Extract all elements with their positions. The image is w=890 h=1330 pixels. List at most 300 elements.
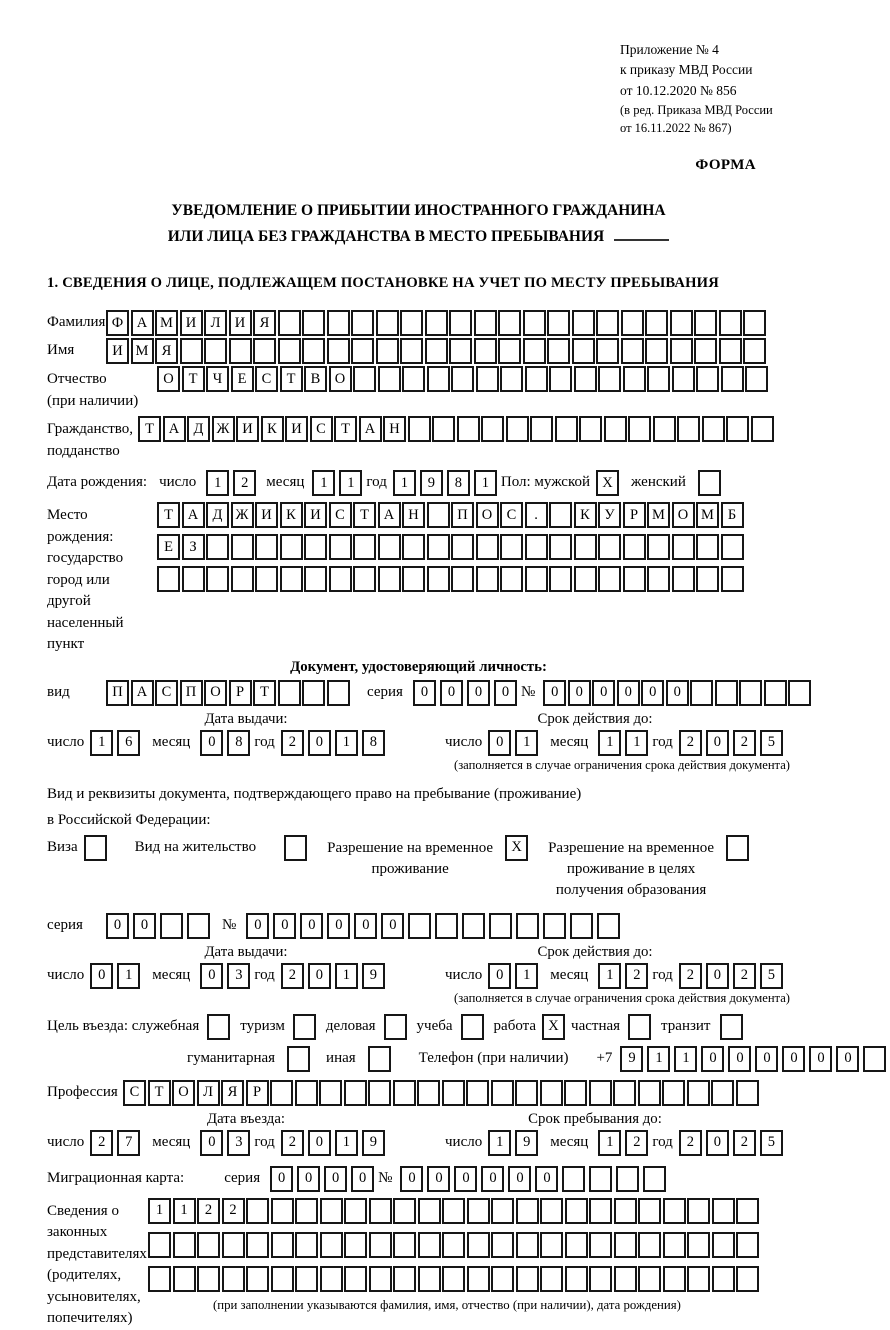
- char-box[interactable]: [418, 1232, 441, 1258]
- char-box[interactable]: [598, 566, 621, 592]
- char-box[interactable]: [344, 1080, 367, 1106]
- purpose-other-checkbox[interactable]: [368, 1046, 391, 1072]
- char-box[interactable]: 0: [809, 1046, 832, 1072]
- char-box[interactable]: [402, 566, 425, 592]
- char-box[interactable]: [638, 1266, 661, 1292]
- char-box[interactable]: [271, 1266, 294, 1292]
- char-box[interactable]: [530, 416, 553, 442]
- char-box[interactable]: [400, 338, 423, 364]
- char-box[interactable]: 0: [488, 730, 511, 756]
- char-box[interactable]: [543, 913, 566, 939]
- char-box[interactable]: 0: [641, 680, 664, 706]
- char-box[interactable]: [719, 338, 742, 364]
- char-box[interactable]: 2: [625, 963, 648, 989]
- char-box[interactable]: [467, 1232, 490, 1258]
- char-box[interactable]: [562, 1166, 585, 1192]
- char-box[interactable]: [425, 338, 448, 364]
- char-box[interactable]: 0: [351, 1166, 374, 1192]
- char-box[interactable]: [481, 416, 504, 442]
- char-box[interactable]: [197, 1266, 220, 1292]
- char-box[interactable]: [427, 534, 450, 560]
- purpose-tourism-checkbox[interactable]: [293, 1014, 316, 1040]
- char-box[interactable]: [574, 534, 597, 560]
- char-box[interactable]: [515, 1080, 538, 1106]
- char-box[interactable]: С: [155, 680, 178, 706]
- char-box[interactable]: [466, 1080, 489, 1106]
- char-box[interactable]: 9: [620, 1046, 643, 1072]
- char-box[interactable]: [662, 1080, 685, 1106]
- char-box[interactable]: [547, 338, 570, 364]
- char-box[interactable]: [525, 566, 548, 592]
- char-box[interactable]: [506, 416, 529, 442]
- char-box[interactable]: [687, 1080, 710, 1106]
- char-box[interactable]: 5: [760, 730, 783, 756]
- char-box[interactable]: [719, 310, 742, 336]
- char-box[interactable]: Р: [229, 680, 252, 706]
- char-box[interactable]: 0: [568, 680, 591, 706]
- char-box[interactable]: [547, 310, 570, 336]
- char-box[interactable]: 0: [308, 963, 331, 989]
- char-box[interactable]: [574, 366, 597, 392]
- char-box[interactable]: 1: [148, 1198, 171, 1224]
- char-box[interactable]: [736, 1198, 759, 1224]
- char-box[interactable]: [451, 566, 474, 592]
- char-box[interactable]: М: [155, 310, 178, 336]
- char-box[interactable]: [653, 416, 676, 442]
- char-box[interactable]: [222, 1266, 245, 1292]
- char-box[interactable]: [304, 534, 327, 560]
- char-box[interactable]: [516, 1266, 539, 1292]
- char-box[interactable]: А: [359, 416, 382, 442]
- char-box[interactable]: [229, 338, 252, 364]
- char-box[interactable]: [271, 1198, 294, 1224]
- char-box[interactable]: [369, 1232, 392, 1258]
- char-box[interactable]: Ж: [231, 502, 254, 528]
- char-box[interactable]: 1: [335, 730, 358, 756]
- char-box[interactable]: [721, 534, 744, 560]
- char-box[interactable]: 2: [281, 1130, 304, 1156]
- char-box[interactable]: 1: [674, 1046, 697, 1072]
- char-box[interactable]: [427, 366, 450, 392]
- char-box[interactable]: .: [525, 502, 548, 528]
- char-box[interactable]: [549, 366, 572, 392]
- char-box[interactable]: 1: [598, 730, 621, 756]
- char-box[interactable]: [246, 1232, 269, 1258]
- sex-male-checkbox[interactable]: X: [596, 470, 619, 496]
- char-box[interactable]: 1: [515, 730, 538, 756]
- char-box[interactable]: 0: [467, 680, 490, 706]
- char-box[interactable]: [369, 1198, 392, 1224]
- char-box[interactable]: [427, 502, 450, 528]
- char-box[interactable]: 0: [592, 680, 615, 706]
- char-box[interactable]: 0: [488, 963, 511, 989]
- char-box[interactable]: [751, 416, 774, 442]
- char-box[interactable]: С: [255, 366, 278, 392]
- char-box[interactable]: 1: [117, 963, 140, 989]
- purpose-private-checkbox[interactable]: [628, 1014, 651, 1040]
- char-box[interactable]: Ф: [106, 310, 129, 336]
- char-box[interactable]: 1: [393, 470, 416, 496]
- char-box[interactable]: [647, 366, 670, 392]
- char-box[interactable]: 5: [760, 963, 783, 989]
- char-box[interactable]: Т: [353, 502, 376, 528]
- char-box[interactable]: [304, 566, 327, 592]
- char-box[interactable]: Н: [383, 416, 406, 442]
- char-box[interactable]: 2: [281, 963, 304, 989]
- char-box[interactable]: [425, 310, 448, 336]
- char-box[interactable]: 1: [515, 963, 538, 989]
- char-box[interactable]: [280, 566, 303, 592]
- char-box[interactable]: [540, 1266, 563, 1292]
- char-box[interactable]: И: [236, 416, 259, 442]
- char-box[interactable]: [540, 1232, 563, 1258]
- purpose-work-checkbox[interactable]: X: [542, 1014, 565, 1040]
- char-box[interactable]: 2: [233, 470, 256, 496]
- char-box[interactable]: [596, 310, 619, 336]
- char-box[interactable]: [523, 338, 546, 364]
- char-box[interactable]: [604, 416, 627, 442]
- char-box[interactable]: [474, 310, 497, 336]
- char-box[interactable]: 6: [117, 730, 140, 756]
- char-box[interactable]: 0: [200, 730, 223, 756]
- char-box[interactable]: Е: [157, 534, 180, 560]
- char-box[interactable]: К: [574, 502, 597, 528]
- char-box[interactable]: [353, 534, 376, 560]
- char-box[interactable]: Т: [148, 1080, 171, 1106]
- char-box[interactable]: [764, 680, 787, 706]
- char-box[interactable]: [351, 310, 374, 336]
- char-box[interactable]: [672, 566, 695, 592]
- char-box[interactable]: [320, 1198, 343, 1224]
- char-box[interactable]: [378, 566, 401, 592]
- char-box[interactable]: 0: [481, 1166, 504, 1192]
- char-box[interactable]: 0: [300, 913, 323, 939]
- char-box[interactable]: [376, 310, 399, 336]
- char-box[interactable]: [564, 1080, 587, 1106]
- char-box[interactable]: 0: [200, 963, 223, 989]
- char-box[interactable]: 2: [679, 963, 702, 989]
- char-box[interactable]: [721, 366, 744, 392]
- char-box[interactable]: [418, 1198, 441, 1224]
- char-box[interactable]: М: [131, 338, 154, 364]
- char-box[interactable]: [721, 566, 744, 592]
- char-box[interactable]: 0: [836, 1046, 859, 1072]
- char-box[interactable]: Я: [155, 338, 178, 364]
- char-box[interactable]: В: [304, 366, 327, 392]
- char-box[interactable]: [393, 1080, 416, 1106]
- char-box[interactable]: [645, 338, 668, 364]
- char-box[interactable]: [540, 1198, 563, 1224]
- char-box[interactable]: [378, 366, 401, 392]
- char-box[interactable]: 0: [440, 680, 463, 706]
- char-box[interactable]: О: [476, 502, 499, 528]
- char-box[interactable]: [408, 416, 431, 442]
- char-box[interactable]: А: [182, 502, 205, 528]
- char-box[interactable]: [743, 310, 766, 336]
- char-box[interactable]: [302, 680, 325, 706]
- char-box[interactable]: 1: [598, 963, 621, 989]
- char-box[interactable]: 0: [324, 1166, 347, 1192]
- char-box[interactable]: [516, 1232, 539, 1258]
- char-box[interactable]: [745, 366, 768, 392]
- char-box[interactable]: 1: [474, 470, 497, 496]
- char-box[interactable]: П: [106, 680, 129, 706]
- char-box[interactable]: [672, 534, 695, 560]
- char-box[interactable]: 5: [760, 1130, 783, 1156]
- char-box[interactable]: 0: [270, 1166, 293, 1192]
- char-box[interactable]: [148, 1232, 171, 1258]
- char-box[interactable]: 0: [106, 913, 129, 939]
- char-box[interactable]: [442, 1198, 465, 1224]
- char-box[interactable]: [353, 366, 376, 392]
- char-box[interactable]: 1: [335, 963, 358, 989]
- char-box[interactable]: [467, 1198, 490, 1224]
- char-box[interactable]: И: [285, 416, 308, 442]
- char-box[interactable]: [302, 338, 325, 364]
- char-box[interactable]: [726, 416, 749, 442]
- char-box[interactable]: [565, 1198, 588, 1224]
- char-box[interactable]: [712, 1232, 735, 1258]
- char-box[interactable]: [589, 1232, 612, 1258]
- char-box[interactable]: 9: [362, 963, 385, 989]
- char-box[interactable]: [451, 534, 474, 560]
- char-box[interactable]: С: [123, 1080, 146, 1106]
- char-box[interactable]: [623, 366, 646, 392]
- char-box[interactable]: А: [131, 310, 154, 336]
- char-box[interactable]: [187, 913, 210, 939]
- char-box[interactable]: А: [378, 502, 401, 528]
- char-box[interactable]: [736, 1232, 759, 1258]
- temp-residence-checkbox[interactable]: X: [505, 835, 528, 861]
- char-box[interactable]: 1: [625, 730, 648, 756]
- char-box[interactable]: 1: [647, 1046, 670, 1072]
- char-box[interactable]: 1: [206, 470, 229, 496]
- char-box[interactable]: [565, 1266, 588, 1292]
- char-box[interactable]: [489, 913, 512, 939]
- char-box[interactable]: 7: [117, 1130, 140, 1156]
- char-box[interactable]: 2: [222, 1198, 245, 1224]
- char-box[interactable]: Я: [253, 310, 276, 336]
- char-box[interactable]: [476, 366, 499, 392]
- char-box[interactable]: [457, 416, 480, 442]
- char-box[interactable]: [327, 680, 350, 706]
- purpose-transit-checkbox[interactable]: [720, 1014, 743, 1040]
- char-box[interactable]: П: [451, 502, 474, 528]
- char-box[interactable]: 0: [413, 680, 436, 706]
- char-box[interactable]: [351, 338, 374, 364]
- char-box[interactable]: И: [229, 310, 252, 336]
- char-box[interactable]: [491, 1266, 514, 1292]
- char-box[interactable]: [549, 502, 572, 528]
- char-box[interactable]: [500, 366, 523, 392]
- char-box[interactable]: 0: [755, 1046, 778, 1072]
- char-box[interactable]: [670, 338, 693, 364]
- char-box[interactable]: [462, 913, 485, 939]
- char-box[interactable]: [863, 1046, 886, 1072]
- char-box[interactable]: [295, 1232, 318, 1258]
- char-box[interactable]: [206, 566, 229, 592]
- char-box[interactable]: [647, 534, 670, 560]
- char-box[interactable]: 8: [362, 730, 385, 756]
- char-box[interactable]: О: [329, 366, 352, 392]
- char-box[interactable]: [694, 338, 717, 364]
- visa-checkbox[interactable]: [84, 835, 107, 861]
- char-box[interactable]: [670, 310, 693, 336]
- char-box[interactable]: 0: [246, 913, 269, 939]
- char-box[interactable]: [160, 913, 183, 939]
- char-box[interactable]: [598, 534, 621, 560]
- char-box[interactable]: [329, 534, 352, 560]
- char-box[interactable]: [570, 913, 593, 939]
- char-box[interactable]: С: [310, 416, 333, 442]
- char-box[interactable]: [418, 1266, 441, 1292]
- char-box[interactable]: [320, 1266, 343, 1292]
- char-box[interactable]: [643, 1166, 666, 1192]
- char-box[interactable]: [628, 416, 651, 442]
- char-box[interactable]: [715, 680, 738, 706]
- char-box[interactable]: [712, 1266, 735, 1292]
- char-box[interactable]: [525, 534, 548, 560]
- char-box[interactable]: Б: [721, 502, 744, 528]
- char-box[interactable]: [623, 566, 646, 592]
- char-box[interactable]: [690, 680, 713, 706]
- char-box[interactable]: [246, 1266, 269, 1292]
- char-box[interactable]: 9: [420, 470, 443, 496]
- char-box[interactable]: [638, 1232, 661, 1258]
- char-box[interactable]: [589, 1166, 612, 1192]
- char-box[interactable]: 3: [227, 1130, 250, 1156]
- char-box[interactable]: [402, 366, 425, 392]
- char-box[interactable]: Т: [253, 680, 276, 706]
- char-box[interactable]: [613, 1080, 636, 1106]
- char-box[interactable]: [280, 534, 303, 560]
- char-box[interactable]: А: [163, 416, 186, 442]
- char-box[interactable]: [474, 338, 497, 364]
- char-box[interactable]: [694, 310, 717, 336]
- char-box[interactable]: [500, 534, 523, 560]
- char-box[interactable]: [614, 1266, 637, 1292]
- char-box[interactable]: [687, 1198, 710, 1224]
- char-box[interactable]: [204, 338, 227, 364]
- char-box[interactable]: [270, 1080, 293, 1106]
- char-box[interactable]: [614, 1232, 637, 1258]
- char-box[interactable]: [491, 1080, 514, 1106]
- char-box[interactable]: [157, 566, 180, 592]
- char-box[interactable]: 2: [197, 1198, 220, 1224]
- char-box[interactable]: Р: [623, 502, 646, 528]
- char-box[interactable]: [180, 338, 203, 364]
- char-box[interactable]: Т: [182, 366, 205, 392]
- char-box[interactable]: [295, 1266, 318, 1292]
- char-box[interactable]: [672, 366, 695, 392]
- char-box[interactable]: У: [598, 502, 621, 528]
- char-box[interactable]: [400, 310, 423, 336]
- char-box[interactable]: О: [157, 366, 180, 392]
- char-box[interactable]: [427, 566, 450, 592]
- char-box[interactable]: Ж: [212, 416, 235, 442]
- char-box[interactable]: [614, 1198, 637, 1224]
- char-box[interactable]: [449, 310, 472, 336]
- char-box[interactable]: М: [647, 502, 670, 528]
- char-box[interactable]: 9: [362, 1130, 385, 1156]
- char-box[interactable]: [432, 416, 455, 442]
- char-box[interactable]: М: [696, 502, 719, 528]
- sex-female-checkbox[interactable]: [698, 470, 721, 496]
- char-box[interactable]: 0: [508, 1166, 531, 1192]
- char-box[interactable]: 0: [427, 1166, 450, 1192]
- purpose-study-checkbox[interactable]: [461, 1014, 484, 1040]
- char-box[interactable]: С: [329, 502, 352, 528]
- char-box[interactable]: [549, 566, 572, 592]
- char-box[interactable]: О: [672, 502, 695, 528]
- residence-permit-checkbox[interactable]: [284, 835, 307, 861]
- char-box[interactable]: 1: [90, 730, 113, 756]
- char-box[interactable]: [206, 534, 229, 560]
- char-box[interactable]: [702, 416, 725, 442]
- char-box[interactable]: [197, 1232, 220, 1258]
- char-box[interactable]: [687, 1232, 710, 1258]
- char-box[interactable]: [516, 913, 539, 939]
- char-box[interactable]: [677, 416, 700, 442]
- char-box[interactable]: 0: [308, 1130, 331, 1156]
- char-box[interactable]: [712, 1198, 735, 1224]
- char-box[interactable]: [376, 338, 399, 364]
- char-box[interactable]: [327, 310, 350, 336]
- char-box[interactable]: [696, 566, 719, 592]
- char-box[interactable]: 0: [543, 680, 566, 706]
- char-box[interactable]: 2: [281, 730, 304, 756]
- char-box[interactable]: 1: [312, 470, 335, 496]
- char-box[interactable]: [476, 534, 499, 560]
- char-box[interactable]: [572, 338, 595, 364]
- char-box[interactable]: Л: [204, 310, 227, 336]
- char-box[interactable]: [623, 534, 646, 560]
- char-box[interactable]: Л: [197, 1080, 220, 1106]
- char-box[interactable]: [435, 913, 458, 939]
- char-box[interactable]: [402, 534, 425, 560]
- char-box[interactable]: 1: [173, 1198, 196, 1224]
- char-box[interactable]: 0: [133, 913, 156, 939]
- char-box[interactable]: [596, 338, 619, 364]
- char-box[interactable]: [565, 1232, 588, 1258]
- char-box[interactable]: [173, 1232, 196, 1258]
- char-box[interactable]: [621, 338, 644, 364]
- char-box[interactable]: [369, 1266, 392, 1292]
- char-box[interactable]: Т: [157, 502, 180, 528]
- char-box[interactable]: 0: [706, 963, 729, 989]
- char-box[interactable]: [598, 366, 621, 392]
- char-box[interactable]: [253, 338, 276, 364]
- char-box[interactable]: [525, 366, 548, 392]
- char-box[interactable]: А: [131, 680, 154, 706]
- char-box[interactable]: 8: [227, 730, 250, 756]
- char-box[interactable]: 0: [400, 1166, 423, 1192]
- char-box[interactable]: 0: [354, 913, 377, 939]
- char-box[interactable]: 2: [733, 1130, 756, 1156]
- char-box[interactable]: И: [180, 310, 203, 336]
- char-box[interactable]: 0: [297, 1166, 320, 1192]
- char-box[interactable]: Д: [206, 502, 229, 528]
- char-box[interactable]: Т: [280, 366, 303, 392]
- char-box[interactable]: О: [204, 680, 227, 706]
- char-box[interactable]: И: [304, 502, 327, 528]
- char-box[interactable]: 2: [733, 730, 756, 756]
- char-box[interactable]: [540, 1080, 563, 1106]
- char-box[interactable]: [320, 1232, 343, 1258]
- purpose-business-checkbox[interactable]: [384, 1014, 407, 1040]
- char-box[interactable]: 0: [494, 680, 517, 706]
- char-box[interactable]: 0: [90, 963, 113, 989]
